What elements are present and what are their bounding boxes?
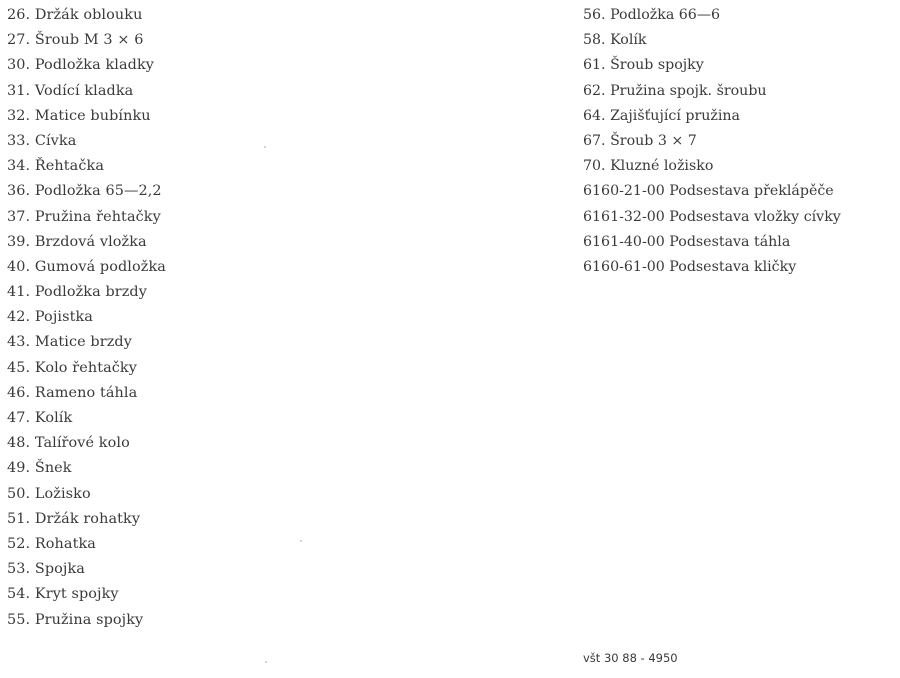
parts-list-item: 6160-21-00 Podsestava překlápěče xyxy=(583,183,834,200)
parts-list-item: 27. Šroub M 3 × 6 xyxy=(7,32,144,49)
parts-list-item: 6161-32-00 Podsestava vložky cívky xyxy=(583,208,841,225)
parts-list-item: 49. Šnek xyxy=(7,460,72,477)
parts-list-item: 47. Kolík xyxy=(7,410,73,426)
parts-list-item: 67. Šroub 3 × 7 xyxy=(583,132,697,149)
parts-list-item: 62. Pružina spojk. šroubu xyxy=(583,82,767,99)
parts-list-item: 56. Podložka 66—6 xyxy=(583,7,721,23)
parts-list-item: 34. Řehtačka xyxy=(7,158,105,175)
parts-list-item: 48. Talířové kolo xyxy=(7,435,130,452)
parts-list-item: 37. Pružina řehtačky xyxy=(7,208,161,225)
parts-list-item: 45. Kolo řehtačky xyxy=(7,359,137,376)
parts-list-item: 32. Matice bubínku xyxy=(7,107,151,124)
parts-list-item: 43. Matice brzdy xyxy=(7,334,132,351)
parts-list-right-column xyxy=(583,3,900,280)
parts-list-item: 46. Rameno táhla xyxy=(7,384,138,401)
parts-list-item: 40. Gumová podložka xyxy=(7,258,166,275)
parts-list-item: 41. Podložka brzdy xyxy=(7,284,147,301)
parts-list-item: 53. Spojka xyxy=(7,561,85,578)
parts-list-item: 61. Šroub spojky xyxy=(583,57,704,74)
paper-speck xyxy=(264,146,266,148)
print-code: všt 30 88 - 4950 xyxy=(583,651,678,665)
parts-list-item: 30. Podložka kladky xyxy=(7,57,155,74)
parts-list-item: 36. Podložka 65—2,2 xyxy=(7,183,162,200)
parts-list-item: 6160-61-00 Podsestava kličky xyxy=(583,258,797,275)
paper-speck xyxy=(300,540,302,542)
parts-list-item: 52. Rohatka xyxy=(7,535,96,552)
parts-list-item: 54. Kryt spojky xyxy=(7,586,119,603)
parts-list-left-column xyxy=(7,3,387,633)
parts-list-item: 42. Pojistka xyxy=(7,309,93,326)
parts-list-item: 51. Držák rohatky xyxy=(7,510,141,527)
parts-list-item: 58. Kolík xyxy=(583,32,647,49)
parts-list-item: 70. Kluzné ložisko xyxy=(583,158,714,175)
parts-list-item: 39. Brzdová vložka xyxy=(7,233,147,250)
parts-list-item: 55. Pružina spojky xyxy=(7,611,144,628)
parts-list-item: 31. Vodící kladka xyxy=(7,82,134,99)
parts-list-item: 33. Cívka xyxy=(7,132,77,149)
parts-list-item: 6161-40-00 Podsestava táhla xyxy=(583,233,791,250)
paper-speck xyxy=(265,661,267,663)
parts-list-item: 26. Držák oblouku xyxy=(7,7,143,23)
parts-list-item: 64. Zajišťující pružina xyxy=(583,107,740,124)
parts-list-item: 50. Ložisko xyxy=(7,485,91,502)
